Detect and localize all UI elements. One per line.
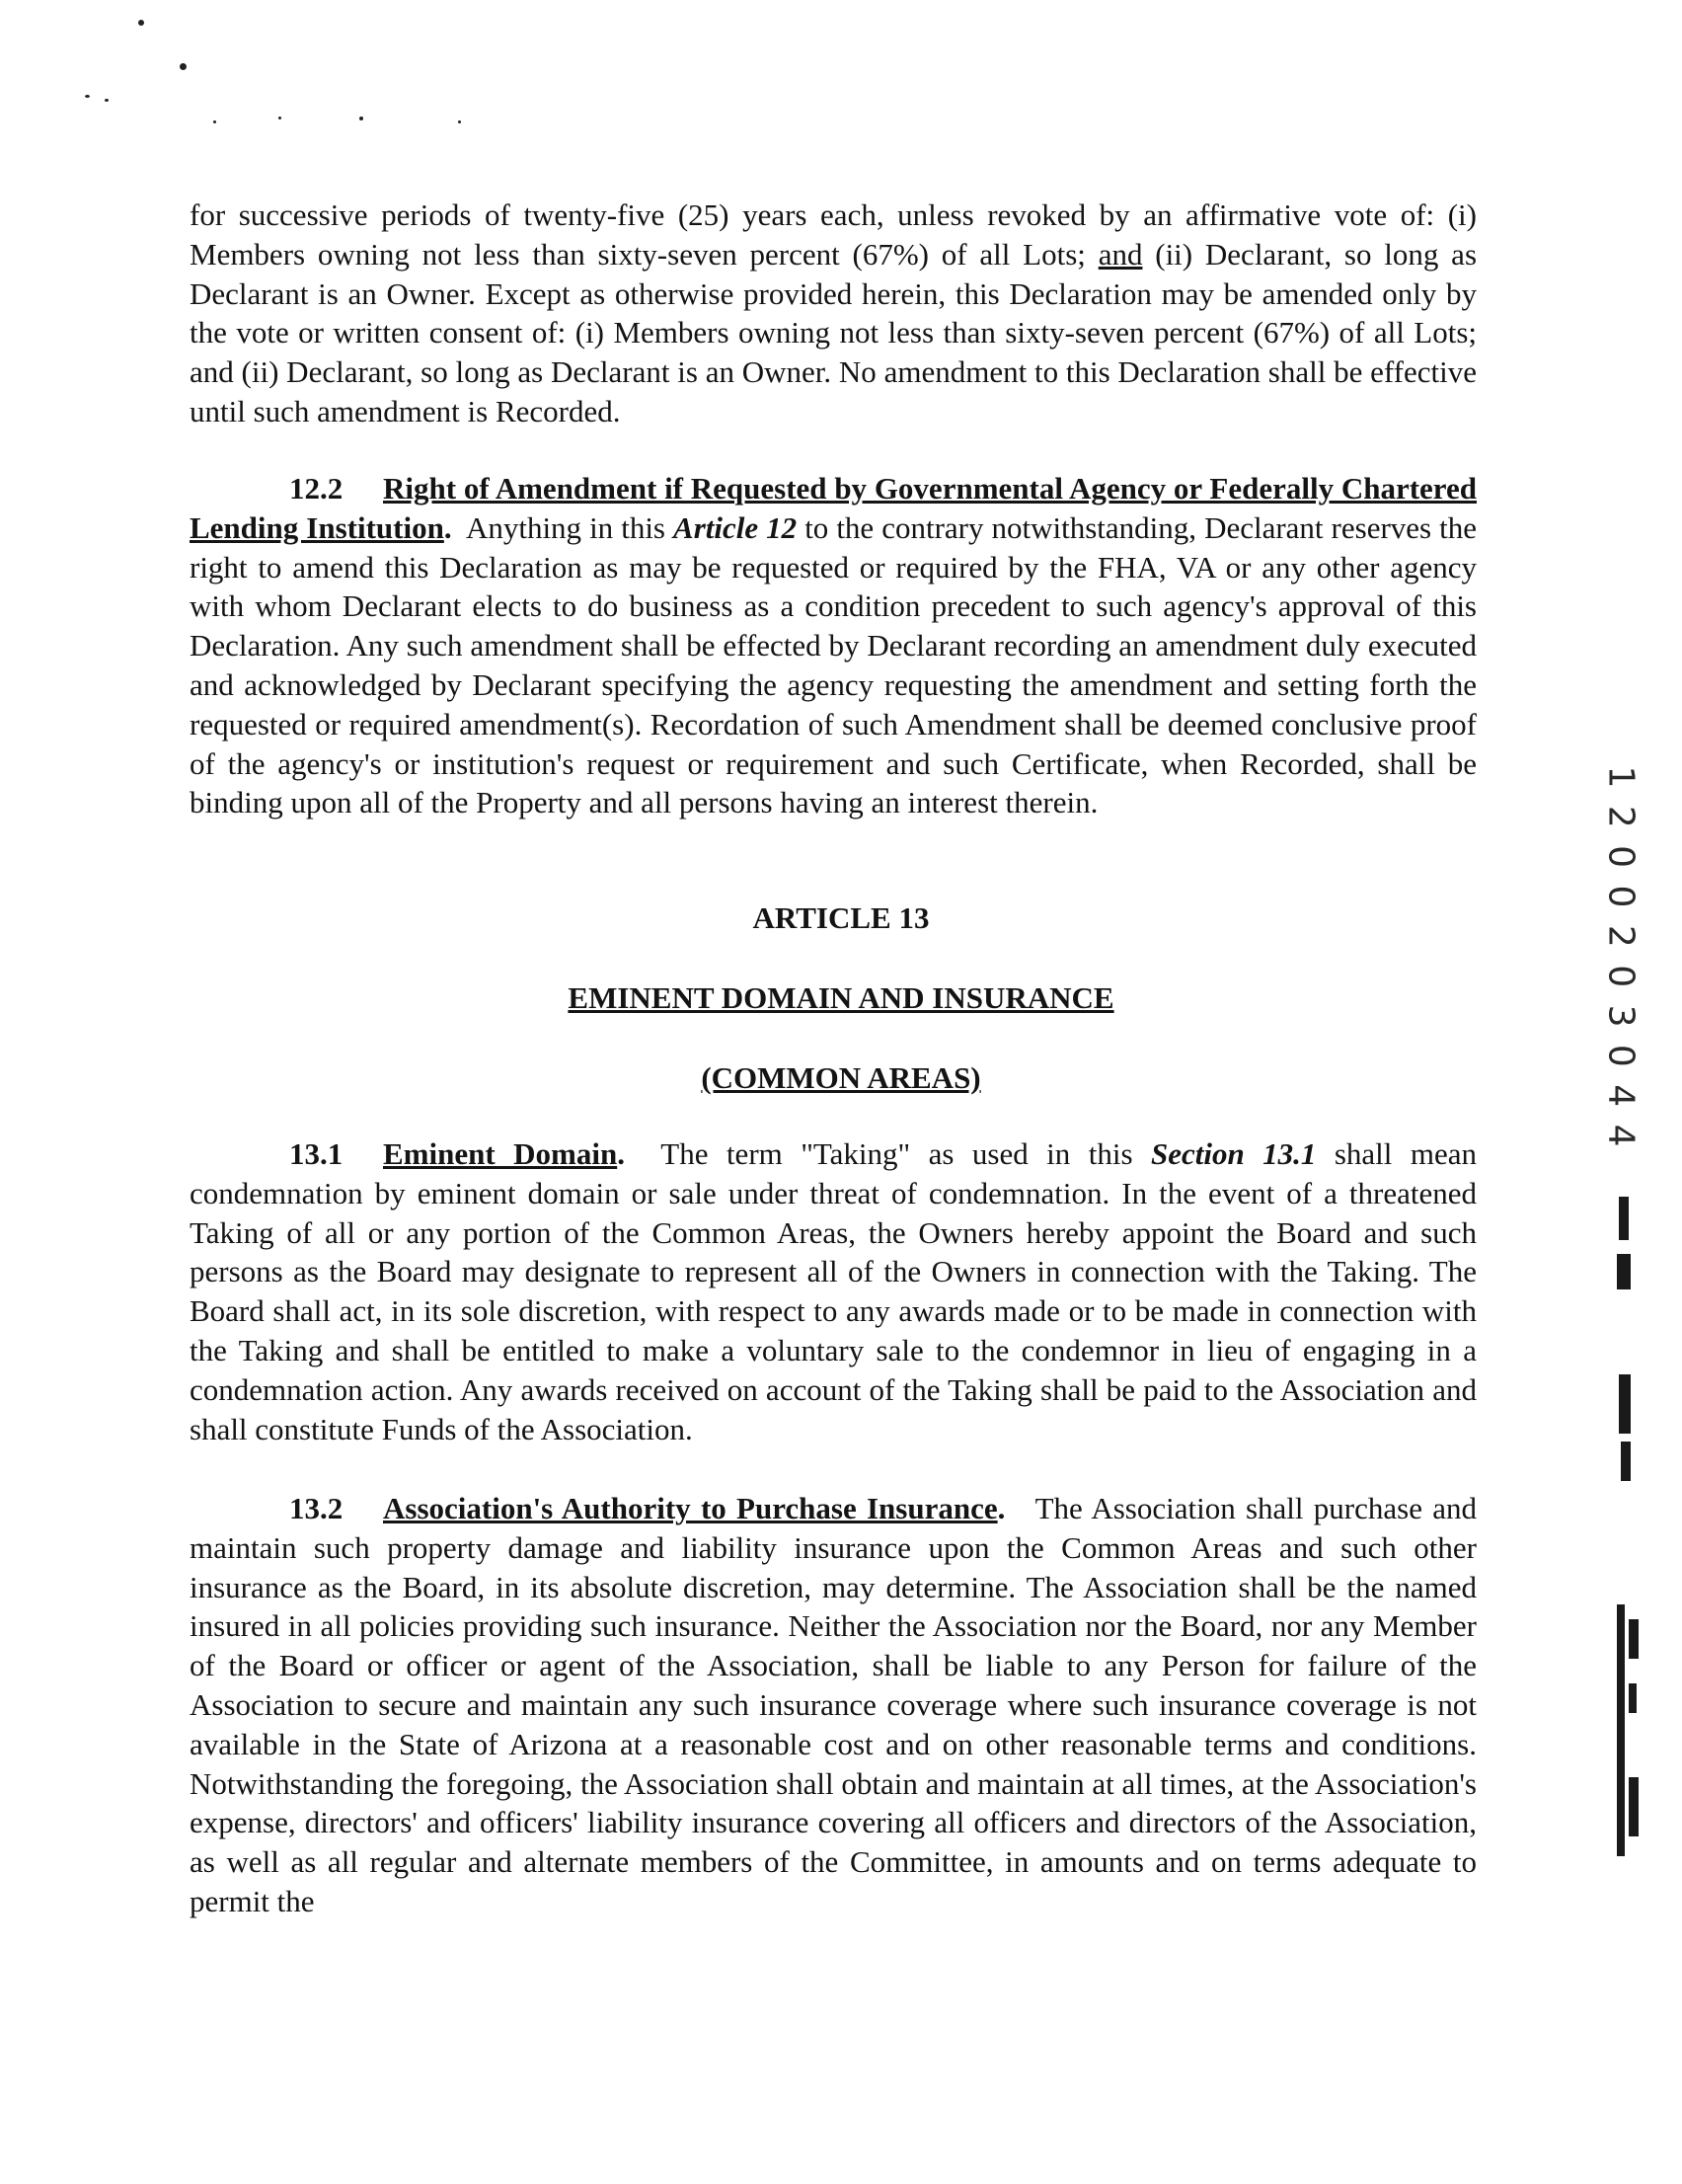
section-number: 12.2	[289, 471, 344, 506]
section-13-1: 13.1 Eminent Domain. The term "Taking" as used in this Section 13.1 shall mean condemnation by eminent domain or sale under threat of condemnation. In the event of a threatened Taking of all or any portion of the Common Areas, the Owners hereby appoint the Board and such persons as the Board may designate to represent all of the Owners in connection with the Taking. The Board shall act, in its sole discretion, with respect to any awards made or to be made in connection with the Taking and shall be entitled to make a voluntary sale to the condemnor in lieu of engaging in a condemnation action. Any awards received on account of the Taking shall be paid to the Association and shall constitute Funds of the Association.	[190, 1136, 1477, 1446]
emphasis-and: and	[1098, 236, 1143, 272]
recording-number: 1 2 0 0 2 0 3 0 4 4	[1600, 765, 1642, 1150]
continuation-paragraph: for successive periods of twenty-five (25) years each, unless revoked by an affirmative vote of: (i) Members owning not less than sixty-seven percent (67%) of all Lots; and (ii) Declarant, so long as Declarant is an Owner. Except as otherwise provided herein, this Declaration may be amended only by the vote or written consent of: (i) Members owning not less than sixty-seven percent (67%) of all Lots; and (ii) Declarant, so long as Declarant is an Owner. No amendment to this Declaration shall be effective until such amendment is Recorded.	[190, 197, 1478, 429]
article-reference: Article 12	[673, 509, 798, 545]
section-13-2: 13.2 Association's Authority to Purchase Insurance. The Association shall purchase and maintain such property damage and liability insurance upon the Common Areas and such other insurance as the Board, in its absolute discretion, may determine. The Association shall be the named insured in all policies providing such insurance. Neither the Association nor the Board, nor any Member of the Board or officer or agent of the Association, shall be liable to any Person for failure of the Association to secure and maintain any such insurance coverage where such insurance coverage is not available in the State of Arizona at a reasonable cost and on other reasonable terms and conditions. Notwithstanding the foregoing, the Association shall obtain and maintain at all times, at the Association's expense, directors' and officers' liability insurance covering all officers and directors of the Association, as well as all regular and alternate members of the Committee, in amounts and on terms adequate to permit the	[190, 1491, 1477, 1918]
section-12-2: 12.2 Right of Amendment if Requested by Governmental Agency or Federally Chartered Lending Institution. Anything in this Article 12 to the contrary notwithstanding, Declarant reserves the right to amend this Declaration as may be requested or required by the FHA, VA or any other agency with whom Declarant elects to do business as a condition precedent to such agency's approval of this Declaration. Any such amendment shall be effected by Declarant recording an amendment duly executed and acknowledged by Declarant specifying the agency requesting the amendment and setting forth the requested or required amendment(s). Recordation of such Amendment shall be deemed conclusive proof of the agency's or institution's request or requirement and such Certificate, when Recorded, shall be binding upon all of the Property and all persons having an interest therein.	[190, 471, 1478, 820]
scan-artifact-mark	[1629, 1619, 1639, 1659]
scan-artifact-mark	[1617, 1254, 1631, 1289]
section-number: 13.2	[289, 1491, 344, 1525]
scan-speck	[85, 95, 90, 98]
scan-artifact-mark	[1621, 1442, 1631, 1481]
scan-artifact-mark	[1617, 1604, 1625, 1856]
scan-speck	[278, 117, 281, 119]
section-reference: Section 13.1	[1150, 1136, 1317, 1171]
scan-artifact-mark	[1619, 1197, 1629, 1240]
section-heading: Right of Amendment if Requested by Governmental Agency or Federally Chartered Lending Institution	[190, 471, 1477, 545]
article-subtitle: EMINENT DOMAIN AND INSURANCE	[568, 980, 1114, 1015]
article-subtitle-common-areas: (COMMON AREAS)	[701, 1060, 981, 1095]
scan-speck	[458, 120, 461, 123]
section-number: 13.1	[289, 1136, 344, 1171]
scan-speck	[105, 99, 109, 102]
scan-speck	[138, 20, 144, 26]
scan-artifact-mark	[1629, 1683, 1637, 1713]
scan-speck	[213, 120, 216, 123]
scan-artifact-mark	[1629, 1777, 1639, 1836]
scan-speck	[359, 117, 363, 120]
scan-artifact-mark	[1619, 1374, 1631, 1434]
section-heading: Eminent Domain	[383, 1136, 618, 1171]
article-title: ARTICLE 13	[752, 900, 930, 935]
section-heading: Association's Authority to Purchase Insurance	[383, 1491, 998, 1525]
recording-number-stamp	[1591, 765, 1650, 1150]
scan-speck	[180, 63, 187, 70]
